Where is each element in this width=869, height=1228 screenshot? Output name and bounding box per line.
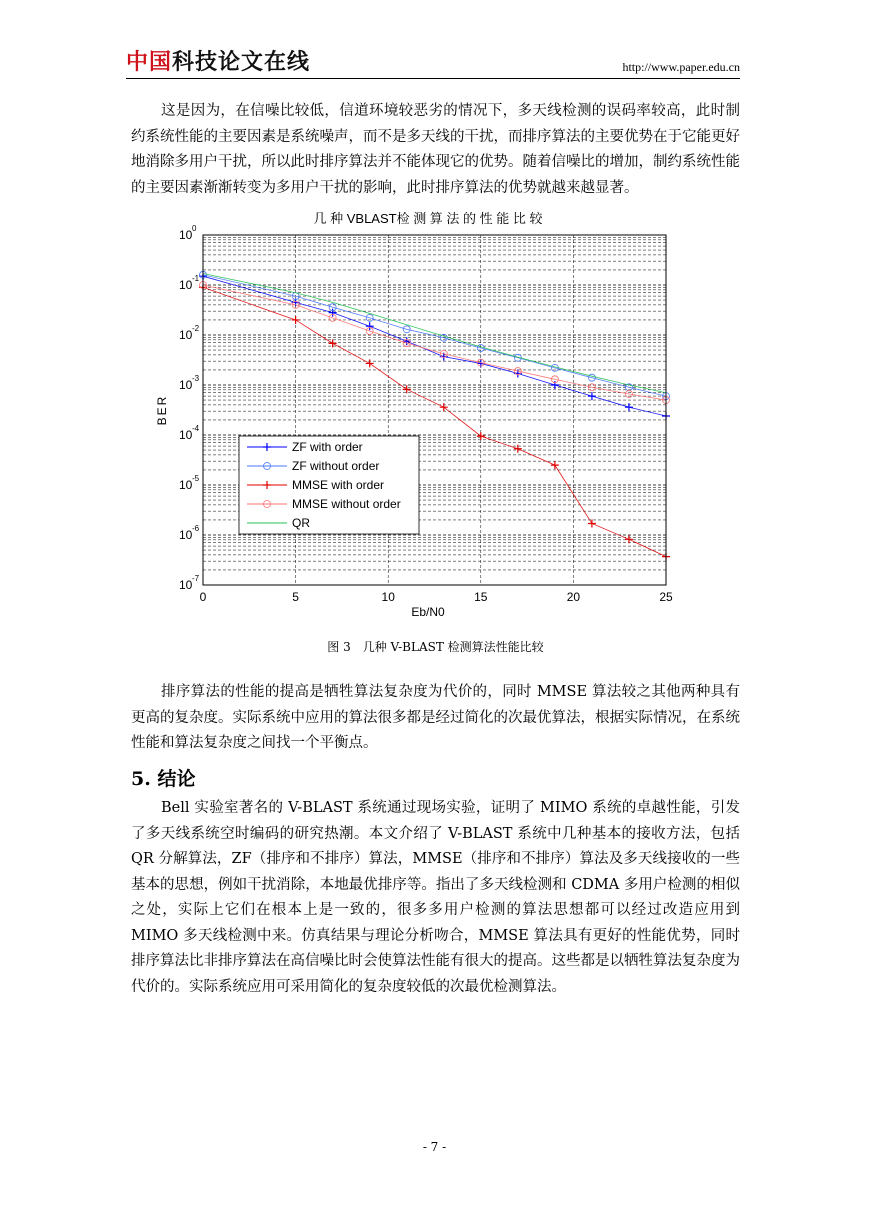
y-tick-label-base: 10 — [179, 328, 193, 342]
data-point — [625, 403, 633, 411]
data-point — [551, 461, 559, 469]
data-point — [366, 359, 374, 367]
x-axis-label: Eb/N0 — [411, 605, 445, 619]
y-tick-label-exp: -6 — [192, 524, 200, 533]
section-title: 5. 结论 — [131, 768, 196, 790]
x-tick-label: 0 — [199, 590, 207, 604]
y-tick-label-base: 10 — [179, 528, 193, 542]
y-tick-label-base: 10 — [179, 228, 193, 242]
data-point — [477, 432, 485, 440]
series-zf-without-order — [200, 271, 670, 399]
legend-label: MMSE with order — [292, 478, 385, 492]
header-rule — [126, 78, 740, 79]
site-logo[interactable] — [126, 50, 310, 76]
y-tick-label-exp: -7 — [192, 574, 200, 583]
page-header — [126, 50, 740, 76]
x-tick-labels — [200, 590, 673, 604]
x-tick-label: 5 — [292, 590, 299, 604]
series-line — [203, 273, 666, 392]
y-tick-label-base: 10 — [179, 578, 193, 592]
y-tick-label-base: 10 — [179, 428, 193, 442]
x-tick-label: 20 — [566, 590, 581, 604]
y-tick-label-exp: 0 — [192, 224, 197, 233]
data-point — [588, 392, 596, 400]
legend-label: QR — [292, 516, 310, 530]
header-url[interactable]: http://www.paper.edu.cn — [622, 60, 740, 74]
y-tick-labels — [179, 224, 200, 592]
data-point — [625, 535, 633, 543]
data-point — [440, 403, 448, 411]
logo-red-text: 中国 — [126, 50, 173, 75]
y-axis-label: BER — [155, 394, 169, 426]
x-tick-label: 15 — [474, 590, 488, 604]
y-tick-label-exp: -5 — [192, 474, 200, 483]
figure-caption: 图 3 几种 V-BLAST 检测算法性能比较 — [327, 640, 544, 654]
y-tick-label-exp: -3 — [192, 374, 200, 383]
data-point — [292, 316, 300, 324]
x-tick-label: 10 — [381, 590, 395, 604]
legend-label: ZF with order — [292, 440, 363, 454]
y-tick-label-base: 10 — [179, 478, 193, 492]
ber-chart — [130, 200, 690, 620]
y-tick-label-base: 10 — [179, 278, 193, 292]
paragraph-1: 这是因为，在信噪比较低，信道环境较恶劣的情况下，多天线检测的误码率较高，此时制约系统性能的主要因素是系统噪声，而不是多天线的干扰，而排序算法的主要优势在于它能更好地消除多用户干扰，所以此时排序算法并不能体现它的优势。随着信噪比的增加，制约系统性能的主要因素渐渐转变为多用户干扰的影响，此时排序算法的优势就越来越显著。 — [131, 103, 740, 196]
data-point — [551, 381, 559, 389]
y-tick-label-exp: -1 — [192, 274, 200, 283]
paragraph-2: 排序算法的性能的提高是牺牲算法复杂度为代价的，同时 MMSE 算法较之其他两种具有更高的复杂度。实际系统中应用的算法很多都是经过简化的次最优算法，根据实际情况，在系统性能和算法复杂度之间找一个平衡点。 — [131, 684, 740, 751]
data-point — [403, 385, 411, 393]
page-number: - 7 - — [422, 1140, 447, 1154]
y-tick-label-exp: -2 — [192, 324, 200, 333]
legend-label: MMSE without order — [292, 497, 401, 511]
y-tick-label-base: 10 — [179, 378, 193, 392]
chart-legend — [239, 436, 419, 534]
series-qr — [203, 273, 666, 392]
x-tick-label: 25 — [659, 590, 673, 604]
y-tick-label-exp: -4 — [192, 424, 200, 433]
legend-label: ZF without order — [292, 459, 380, 473]
chart-title: 几 种 VBLAST检 测 算 法 的 性 能 比 较 — [313, 211, 543, 226]
data-point — [588, 519, 596, 527]
paragraph-3: Bell 实验室著名的 V-BLAST 系统通过现场实验，证明了 MIMO 系统的卓越性能，引发了多天线系统空时编码的研究热潮。本文介绍了 V-BLAST 系统中几种基本的接收方法，包括 QR 分解算法，ZF（排序和不排序）算法，MMSE（排序和不排序）算法及多天线接收的一些基本的思想，例如干扰消除，本地最优排序等。指出了多天线检测和 CDMA 多用户检测的相似之处，实际上它们在根本上是一致的，很多多用户检测的算法思想都可以经过改造应用到 MIMO 多天线检测中来。仿真结果与理论分析吻合，MMSE 算法具有更好的性能优势，同时排序算法比非排序算法在高信噪比时会使算法性能有很大的提高。这些都是以牺牲算法复杂度为代价的。实际系统应用可采用简化的复杂度较低的次最优检测算法。 — [131, 800, 740, 995]
logo-black-text: 科技论文在线 — [172, 50, 311, 75]
